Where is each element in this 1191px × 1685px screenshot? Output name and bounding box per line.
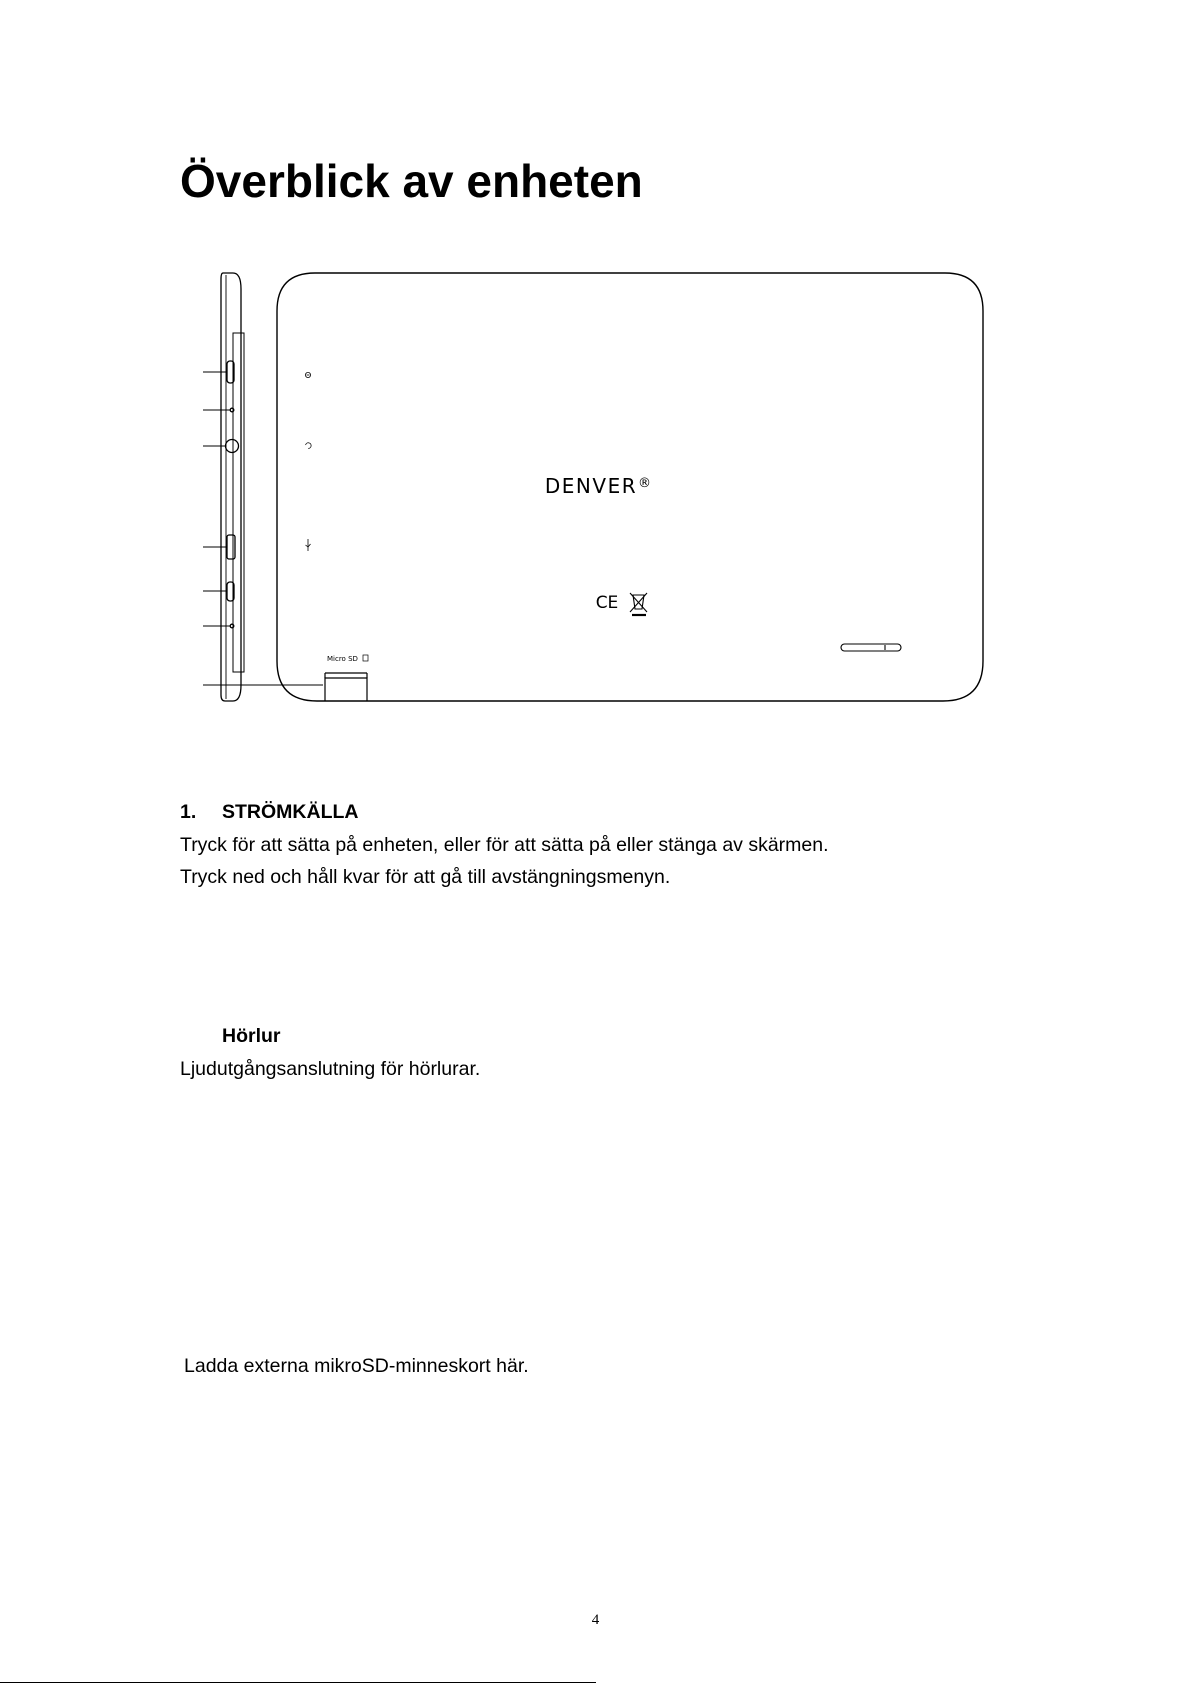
section-1-line-2: Tryck ned och håll kvar för att gå till avstängningsmenyn. (180, 866, 671, 888)
device-diagram (195, 265, 995, 710)
ce-mark: CE (595, 593, 619, 613)
microsd-slot (325, 673, 367, 701)
page-title: Överblick av enheten (180, 155, 643, 207)
registered-mark: ® (638, 476, 651, 491)
microsd-label: Micro SD (327, 655, 358, 663)
port-icons (305, 372, 311, 551)
speaker-slot (841, 644, 901, 651)
section-headphone-line-1: Ljudutgångsanslutning för hörlurar. (180, 1058, 481, 1080)
section-microsd-line-1: Ladda externa mikroSD-minneskort här. (184, 1355, 529, 1377)
section-1-heading: STRÖMKÄLLA (222, 801, 359, 823)
section-headphone-heading: Hörlur (222, 1025, 281, 1047)
brand-logo: DENVER (544, 474, 638, 498)
side-profile (221, 273, 244, 701)
weee-bin-icon (630, 593, 647, 615)
page-number: 4 (591, 1612, 600, 1628)
microsd-label-box (363, 655, 368, 661)
section-1-number: 1. (180, 801, 197, 823)
footer-rule (0, 1682, 596, 1683)
section-1-line-1: Tryck för att sätta på enheten, eller för att sätta på eller stänga av skärmen. (180, 834, 829, 856)
